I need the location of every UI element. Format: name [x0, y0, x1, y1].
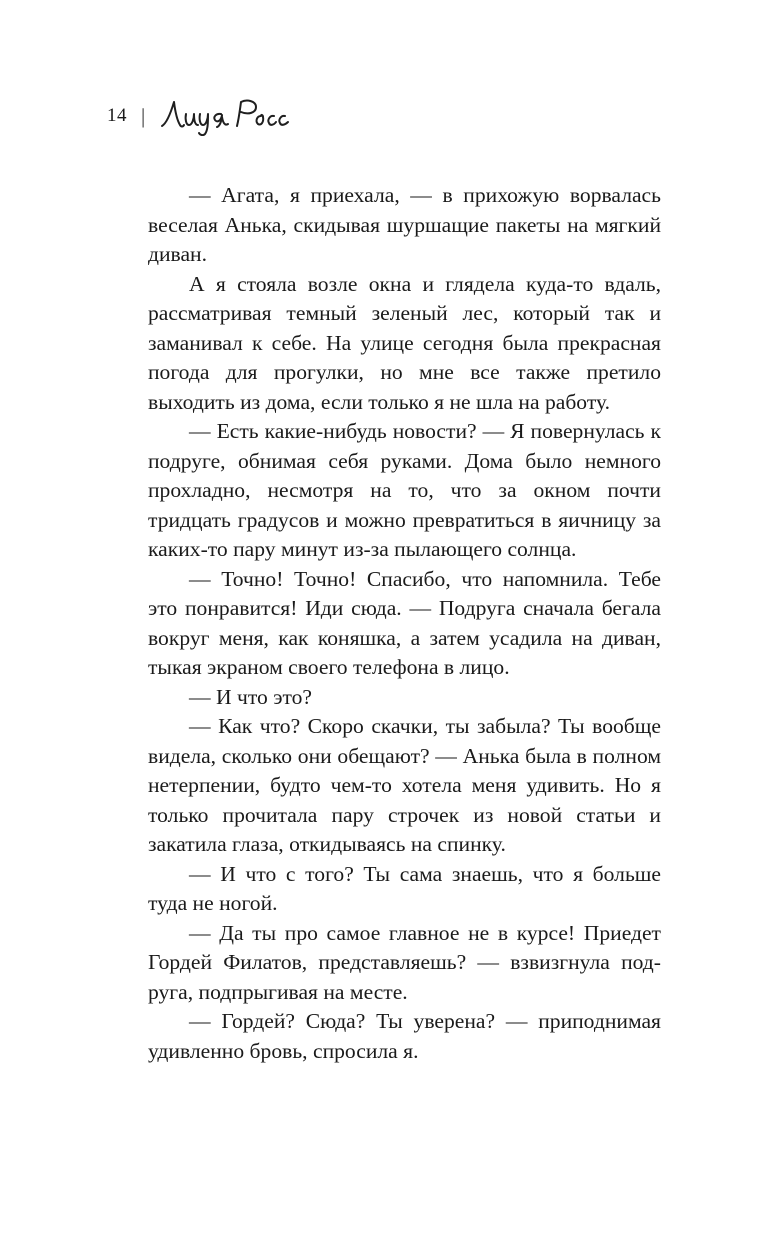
paragraph: — Да ты про самое главное не в курсе! Приедет Гордей Филатов, представляешь? — взвизгнула подруга, подпрыгивая на месте.: [148, 920, 661, 1004]
paragraph: — Гордей? Сюда? Ты уверена? — приподнимая удивленно бровь, спросила я.: [148, 1009, 661, 1063]
paragraph: — И что это?: [189, 684, 312, 709]
running-head: [107, 96, 291, 136]
paragraph: А я стояла возле окна и глядела куда-то вдаль, рассматривая темный зеленый лес, который так и заманивал к себе. На улице сегодня была прекрасная погода для прогулки, но мне все также претило выходить из дома, если только я не шла на работу.: [148, 271, 661, 414]
paragraph: — И что с того? Ты сама знаешь, что я больше туда не ногой.: [148, 861, 661, 915]
page-number: 14: [107, 105, 127, 126]
header-separator: |: [141, 103, 146, 128]
paragraph: — Точно! Точно! Спасибо, что напомнила. Тебе это понравится! Иди сюда. — Подруга сначала бегала вокруг меня, как коняшка, а затем усадила на диван, тыкая экраном своего телефона в лицо.: [148, 566, 661, 679]
author-signature: [159, 96, 291, 136]
body-text: [148, 181, 661, 1066]
paragraph: — Как что? Скоро скачки, ты забыла? Ты вообще видела, сколько они обещают? — Анька была в полном нетерпении, будто чем-то хотела меня удивить. Но я только прочитала пару строчек из новой статьи и закатила глаза, откидываясь на спинку.: [148, 714, 661, 856]
paragraph: — Есть какие-нибудь новости? — Я повернулась к подруге, обнимая себя руками. Дома было немного прохладно, несмотря на то, что за окном почти тридцать градусов и можно превратиться в яичницу за каких-то пару минут из-за пылающего солнца.: [148, 419, 661, 561]
paragraph: — Агата, я приехала, — в прихожую ворвалась веселая Анька, скидывая шуршащие пакеты на мягкий диван.: [148, 183, 661, 266]
